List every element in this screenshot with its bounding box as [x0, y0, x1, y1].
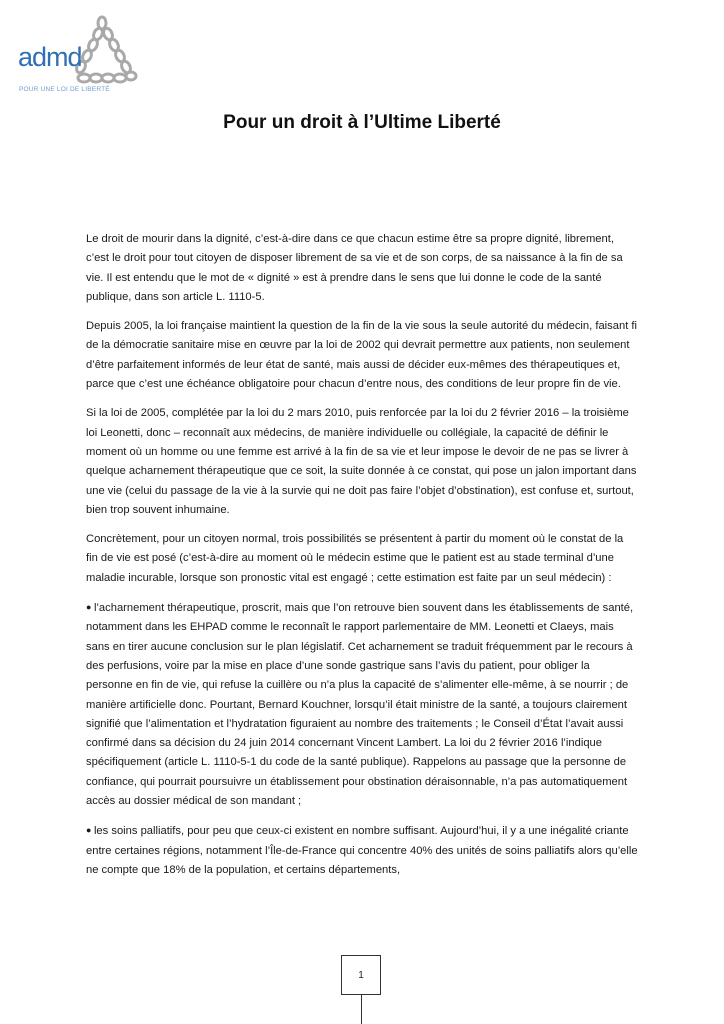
- page-number-line: [361, 995, 362, 1024]
- document-body: [86, 230, 638, 890]
- page-number-box: [341, 955, 381, 995]
- paragraph: Concrètement, pour un citoyen normal, trois possibilités se présentent à partir du moment où le constat de la fin de vie est posé (c’est-à-dire au moment où le médecin estime que le patient est au stade terminal d’une maladie incurable, lorsque son pronostic vital est engagé ; cette estimation est faite par un seul médecin) :: [86, 533, 624, 584]
- paragraph: Depuis 2005, la loi française maintient la question de la fin de la vie sous la seule autorité du médecin, faisant fi de la démocratie sanitaire mise en œuvre par la loi de 2002 qui devrait permettre aux patients, non seulement d’être parfaitement informés de leur état de santé, mais aussi de décider eux-mêmes des thérapeutiques et, parce que c’est une échéance obligatoire pour chacun d’entre nous, des conditions de leur propre fin de vie.: [86, 320, 638, 391]
- logo-text: admd: [18, 42, 82, 72]
- admd-logo: [14, 14, 144, 98]
- paragraph: Si la loi de 2005, complétée par la loi du 2 mars 2010, puis renforcée par la loi du 2 février 2016 – la troisième loi Leonetti, donc – reconnaît aux médecins, de manière individuelle ou collégiale, la capacité de définir le moment où un homme ou une femme est arrivé à la fin de sa vie et leur impose le devoir de ne pas se livrer à quelque acharnement thérapeutique que ce soit, la suite donnée à ce constat, qui pose un jalon important dans une vie (celui du passage de la vie à la survie qui ne doit pas faire l’objet d’obstination), est confuse et, surtout, bien trop souvent inhumaine.: [86, 407, 637, 516]
- bullet-item: ● l’acharnement thérapeutique, proscrit, mais que l’on retrouve bien souvent dans les établissements de santé, notamment dans les EHPAD comme le reconnaît le rapport parlementaire de MM. Leonetti et Claeys, mais sans en tirer aucune conclusion sur le plan législatif. Cet acharnement se traduit fréquemment par le recours à des perfusions, voire par la mise en place d’une sonde gastrique sans l’avis du patient, pour obliger la personne en fin de vie, qui refuse la cuillère ou n’a plus la capacité de s’alimenter elle-même, à se nourrir ; de manière artificielle donc. Pourtant, Bernard Kouchner, lorsqu’il était ministre de la santé, a toujours clairement signifié que l’alimentation et l’hydratation figuraient au nombre des traitements ; le Conseil d’État l’avait aussi confirmé dans sa décision du 24 juin 2014 concernant Vincent Lambert. La loi du 2 février 2016 l’indique spécifiquement (article L. 1110-5-1 du code de la santé publique). Rappelons au passage que la personne de confiance, qui pourrait poursuivre un établissement pour obstination déraisonnable, n’a pas automatiquement accès au dossier médical de son mandant ;: [86, 598, 638, 811]
- document-title: Pour un droit à l’Ultime Liberté: [223, 112, 501, 133]
- paragraph: Le droit de mourir dans la dignité, c’est-à-dire dans ce que chacun estime être sa propre dignité, librement, c’est le droit pour tout citoyen de disposer librement de sa vie et de son corps, de sa naissance à la fin de sa vie. Il est entendu que le mot de « dignité » est à prendre dans le sens que lui donne le code de la santé publique, dans son article L. 1110-5.: [86, 233, 623, 303]
- page-number: 1: [358, 969, 364, 981]
- bullet-item: ● les soins palliatifs, pour peu que ceux-ci existent en nombre suffisant. Aujourd’hui, il y a une inégalité criante entre certaines régions, notamment l’Île-de-France qui concentre 40% des unités de soins palliatifs alors qu’elle ne compte que 18% de la population, et certains départements,: [86, 821, 638, 880]
- logo-tagline: POUR UNE LOI DE LIBERTÉ: [19, 86, 110, 93]
